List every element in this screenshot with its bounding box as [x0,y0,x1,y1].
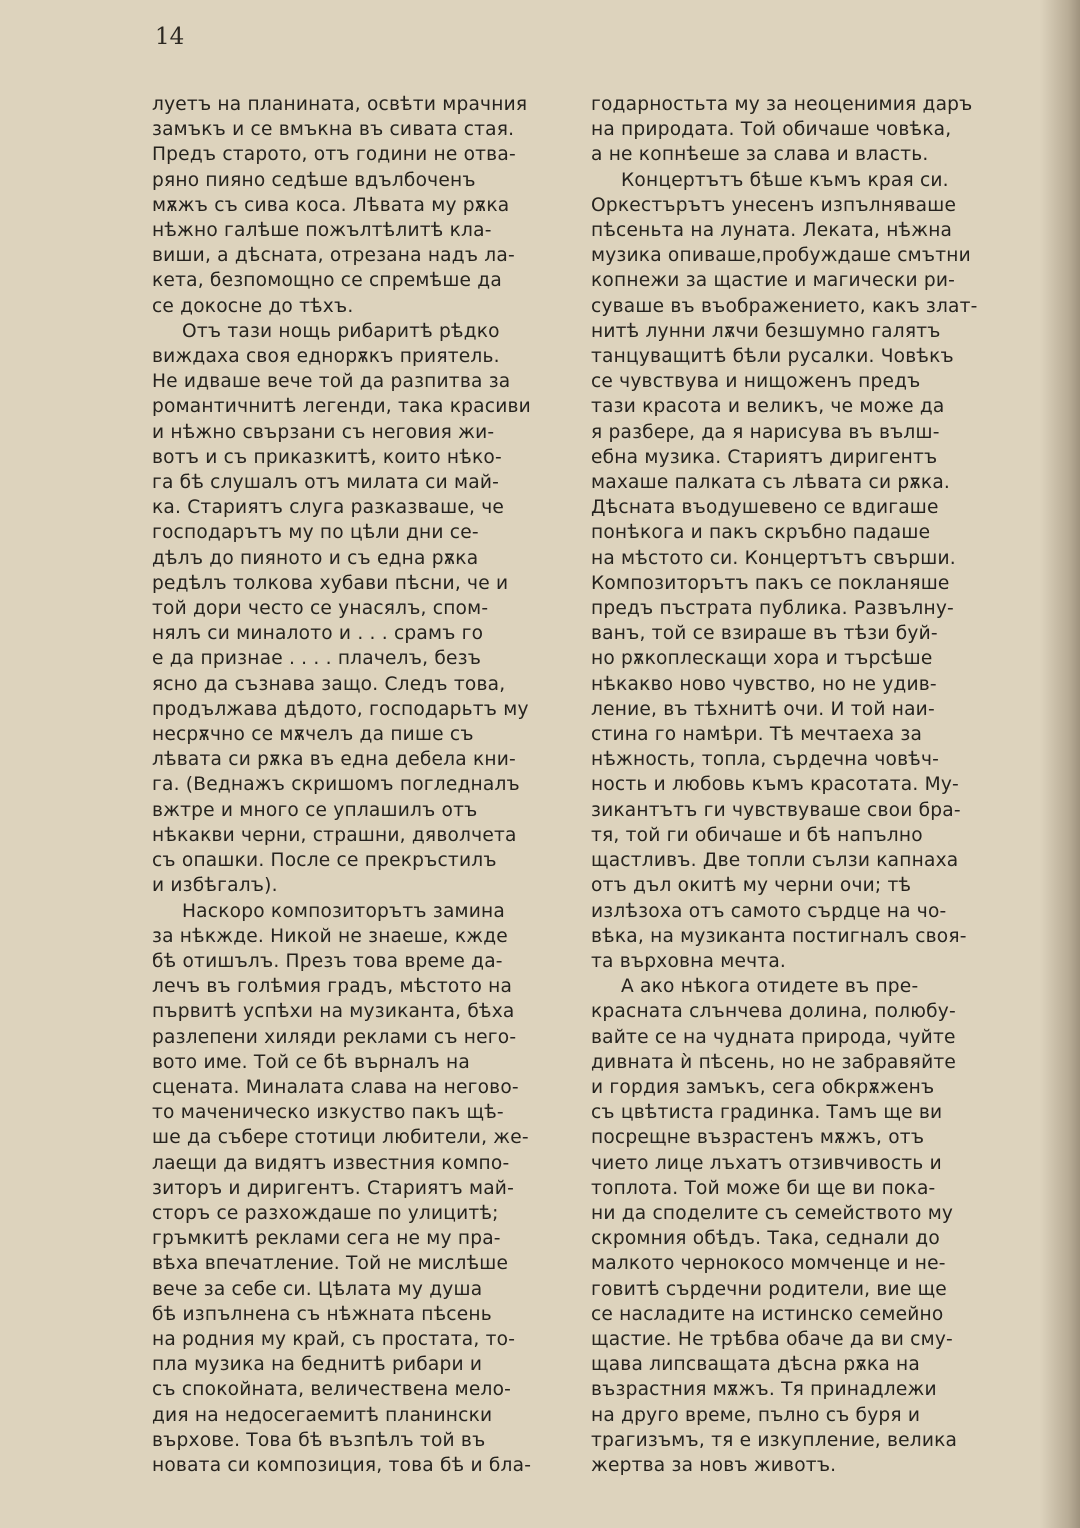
paragraph: Наскоро композиторътъ замина за нѣкжде. Никой не знаеше, кжде бѣ отишълъ. Презъ това време да- лечъ въ голѣмия градъ, мѣстото на първитѣ успѣхи на музиканта, бѣха разлепени хиляди реклами съ него- вото име. Той се бѣ върналъ на сцената. Миналата слава на негово- то маченическо изкуство пакъ щѣ- ше да събере стотици любители, же- лаещи да видятъ известния компо- зиторъ и диригентъ. Стариятъ май- сторъ се разхождаше по улицитѣ; гръмкитѣ реклами сега не му пра- вѣха впечатление. Той не мислѣше вече за себе си. Цѣлата му душа бѣ изпълнена съ нѣжната пѣсень на родния му край, съ простата, то- пла музика на беднитѣ рибари и съ спокойната, величествена мело- дия на недосегаемитѣ планински върхове. Това бѣ възпѣлъ той въ новата си композиция, това бѣ и бла- [152,900,532,1476]
paragraph: Концертътъ бѣше къмъ края си. Оркестърътъ унесенъ изпълняваше пѣсеньта на луната. Леката, нѣжна музика опиваше,пробуждаше смътни копнежи за щастие и магически ри- суваше въ въображението, какъ злат- нитѣ лунни лѫчи безшумно галятъ танцуващитѣ бѣли русалки. Човѣкъ се чувствува и нищоженъ предъ тази красота и великъ, че може да я разбере, да я нарисува въ вълш- ебна музика. Стариятъ диригентъ махаше палката съ лѣвата си рѫка. Дѣсната въодушевено се вдигаше понѣкога и пакъ скръбно падаше на мѣстото си. Концертътъ свърши. Композиторътъ пакъ се покланяше предъ пъстрата публика. Развълну- ванъ, той се взираше въ тѣзи буй- но рѫкоплескащи хора и търсѣше нѣкакво ново чувство, но не удив- ление, въ тѣхнитѣ очи. И той наи- стина го намѣри. Тѣ мечтаеха за нѣжность, топла, сърдечна човѣч- ность и любовь къмъ красотата. Му- зикантътъ ги чувствуваше свои бра- тя, той ги обичаше и бѣ напълно щастливъ. Две топли сълзи капнаха отъ дъл окитѣ му черни очи; тѣ излѣзоха отъ самото сърдце на чо- вѣка, на музиканта постигналъ своя- та върховна мечта. [591,169,978,972]
right-column [591,92,1007,1478]
paragraph: луетъ на планината, освѣти мрачния замъкъ и се вмъкна въ сивата стая. Предъ старото, отъ години не отва- ряно пияно седѣше вдълбоченъ мѫжъ съ сива коса. Лѣвата му рѫка нѣжно галѣше пожълтѣлитѣ кла- виши, а дѣсната, отрезана надъ ла- кета, безпомощно се спремѣше да се докосне до тѣхъ. [152,94,528,317]
left-column [152,92,568,1478]
paragraph: Отъ тази нощь рибаритѣ рѣдко виждаха своя еднорѫкъ приятель. Не идваше вече той да разпитва за романтичнитѣ легенди, така красиви и нѣжно свързани съ неговия жи- вотъ и съ приказкитѣ, които нѣко- га бѣ слушалъ отъ милата си май- ка. Стариятъ слуга разказваше, че господарътъ му по цѣли дни се- дѣлъ до пияното и съ една рѫка редѣлъ толкова хубави пѣсни, че и той дори често се унасялъ, спом- нялъ си миналото и . . . срамъ го е да признае . . . . плачелъ, безъ ясно да съзнава защо. Следъ това, продължава дѣдото, господарьтъ му несрѫчно се мѫчелъ да пише съ лѣвата си рѫка въ една дебела кни- га. (Веднажъ скришомъ погледналъ вжтре и много се уплашилъ отъ нѣкакви черни, страшни, дяволчета съ опашки. После се прекръстилъ и избѣгалъ). [152,320,531,897]
paragraph: годарностьта му за неоценимия даръ на природата. Той обичаше човѣка, а не копнѣеше за слава и власть. [591,94,973,166]
page-edge-shadow [1040,0,1080,1528]
page-number: 14 [155,24,185,50]
paragraph: А ако нѣкога отидете въ пре- красната слънчева долина, полюбу- вайте се на чудната природа, чуйте дивната ѝ пѣсень, но не забравяйте и гордия замъкъ, сега обкрѫженъ съ цвѣтиста градинка. Тамъ ще ви посрещне възрастенъ мѫжъ, отъ чието лице лъхатъ отзивчивость и топлота. Той може би ще ви пока- ни да споделите съ семейството му скромния обѣдъ. Така, седнали до малкото чернокосо момченце и не- говитѣ сърдечни родители, вие ще се насладите на истинско семейно щастие. Не трѣбва обаче да ви сму- щава липсващата дѣсна рѫка на възрастния мѫжъ. Тя принадлежи на друго време, пълно съ буря и трагизъмъ, тя е изкупление, велика жертва за новъ животъ. [591,976,958,1476]
